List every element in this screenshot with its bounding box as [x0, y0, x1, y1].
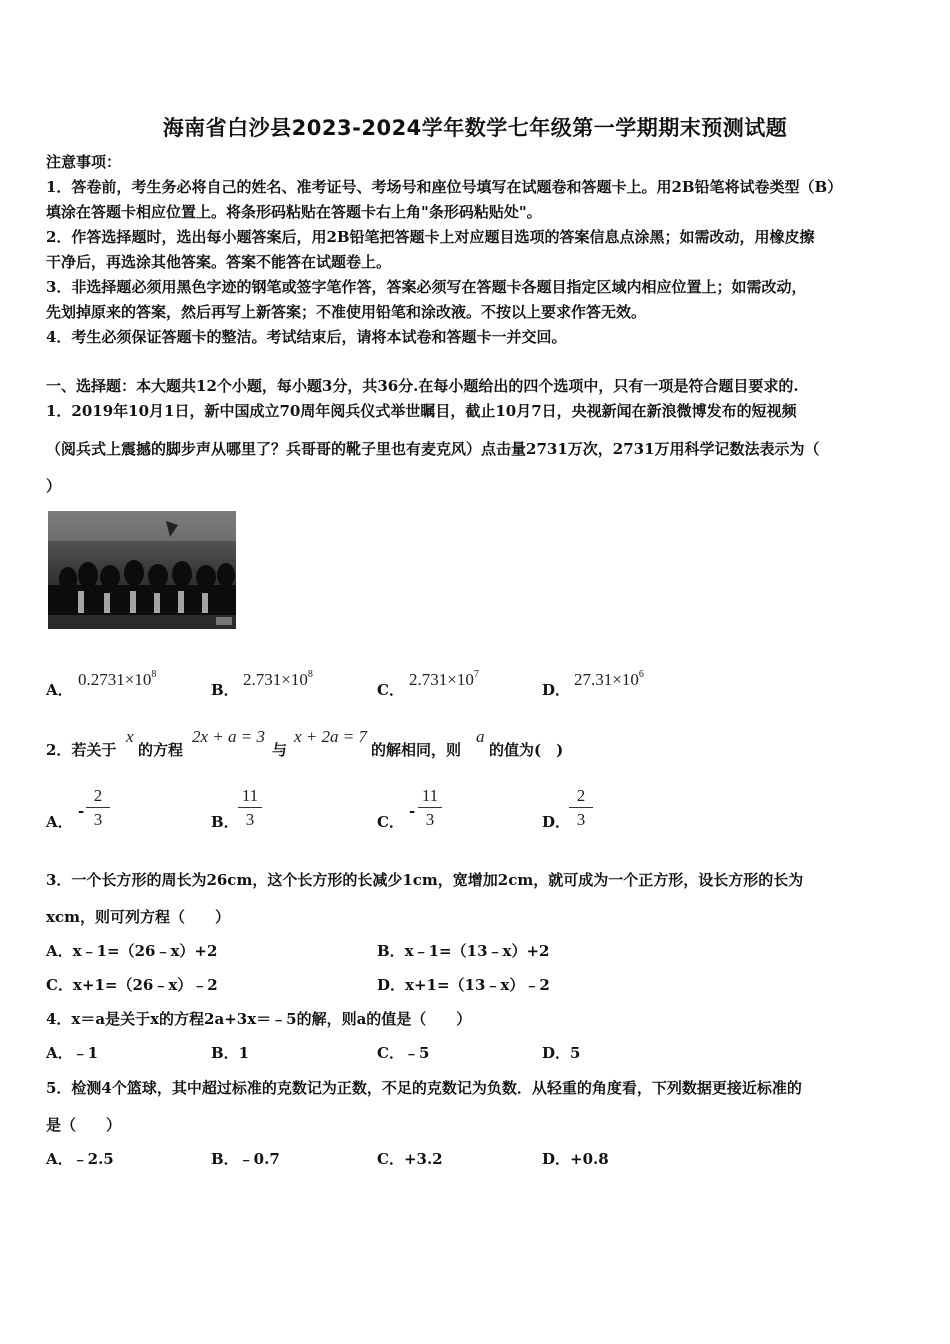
q2-option-c-label: C．	[377, 813, 404, 831]
q1-option-d-label: D．	[542, 681, 571, 699]
question-2-equation-2: x + 2a = 7	[294, 727, 367, 746]
parade-photo-image	[48, 511, 236, 629]
q2-option-a-label: A．	[46, 813, 73, 831]
page-title: 海南省白沙县2023-2024学年数学七年级第一学期期末预测试题	[162, 116, 788, 140]
q2-option-d-label: D．	[542, 813, 571, 831]
notice-line: 先划掉原来的答案，然后再写上新答案；不准使用铅笔和涂改液。不按以上要求作答无效。	[46, 303, 647, 321]
q2-option-c-fraction: 11 3	[418, 786, 442, 830]
question-5-text: 是（ ）	[46, 1116, 122, 1134]
q2-option-b-label: B．	[211, 813, 239, 831]
q5-option-b: B．﹣0.7	[211, 1150, 280, 1168]
notice-line: 干净后，再选涂其他答案。答案不能答在试题卷上。	[46, 253, 392, 271]
question-3-text: xcm，则可列方程（ ）	[46, 908, 230, 926]
question-4-text: 4．x＝a是关于x的方程2a+3x＝﹣5的解，则a的值是（ ）	[46, 1010, 472, 1028]
notice-line: 1．答卷前，考生务必将自己的姓名、准考证号、考场号和座位号填写在试题卷和答题卡上。用2B铅笔将试卷类型（B）	[46, 178, 843, 196]
q3-option-d: D．x+1=（13﹣x）﹣2	[377, 976, 550, 994]
q5-option-c: C．+3.2	[377, 1150, 443, 1168]
notice-line: 2．作答选择题时，选出每小题答案后，用2B铅笔把答题卡上对应题目选项的答案信息点涂黑；如需改动，用橡皮擦	[46, 228, 815, 246]
question-2-text: 的值为( )	[489, 741, 564, 759]
q2-option-a-fraction: 2 3	[86, 786, 110, 830]
q1-option-b-value: $2.731\times 10^8$	[243, 669, 313, 689]
q2-option-d-fraction: 2 3	[569, 786, 593, 830]
q1-option-c-label: C．	[377, 681, 404, 699]
q3-option-c: C．x+1=（26﹣x）﹣2	[46, 976, 218, 994]
question-2-text: 与	[272, 741, 288, 759]
q1-option-d-value: $27.31\times 10^6$	[574, 669, 644, 689]
question-2-text: 2．若关于	[46, 741, 117, 759]
q2-option-c-sign: -	[409, 802, 416, 820]
q4-option-b: B．1	[211, 1044, 250, 1062]
notice-heading: 注意事项：	[46, 153, 122, 171]
q5-option-a: A．﹣2.5	[46, 1150, 114, 1168]
question-1-text: ）	[46, 477, 62, 495]
q1-option-c-value: $2.731\times 10^7$	[409, 669, 479, 689]
q3-option-b: B．x﹣1=（13﹣x）+2	[377, 942, 550, 960]
notice-line: 4．考生必须保证答题卡的整洁。考试结束后，请将本试卷和答题卡一并交回。	[46, 328, 567, 346]
question-2-text: 的解相同，则	[371, 741, 462, 759]
question-1-text: 1．2019年10月1日，新中国成立70周年阅兵仪式举世瞩目，截止10月7日，央视新闻在新浪微博发布的短视频	[46, 402, 797, 420]
q4-option-d: D．5	[542, 1044, 581, 1062]
q1-option-a-value: $0.2731\times 10^8$	[78, 669, 157, 689]
parade-photo	[48, 511, 236, 629]
q5-option-d: D．+0.8	[542, 1150, 609, 1168]
q1-option-a-label: A．	[46, 681, 73, 699]
q3-option-a: A．x﹣1=（26﹣x）+2	[46, 942, 218, 960]
q4-option-a: A．﹣1	[46, 1044, 99, 1062]
notice-line: 3．非选择题必须用黑色字迹的钢笔或签字笔作答，答案必须写在答题卡各题目指定区域内相应位置上；如需改动，	[46, 278, 807, 296]
q2-option-b-fraction: 11 3	[238, 786, 262, 830]
question-2-var-a: a	[476, 727, 485, 746]
question-1-text: （阅兵式上震撼的脚步声从哪里了？兵哥哥的靴子里也有麦克风）点击量2731万次，2731万用科学记数法表示为（	[46, 440, 820, 458]
question-2-text: 的方程	[138, 741, 184, 759]
question-2-equation-1: 2x + a = 3	[192, 727, 265, 746]
q2-option-a-sign: -	[78, 802, 85, 820]
question-2-var-x: x	[126, 727, 134, 746]
notice-line: 填涂在答题卡相应位置上。将条形码粘贴在答题卡右上角"条形码粘贴处"。	[46, 203, 542, 221]
section-heading: 一、选择题：本大题共12个小题，每小题3分，共36分.在每小题给出的四个选项中，只有一项是符合题目要求的.	[46, 377, 799, 395]
question-3-text: 3．一个长方形的周长为26cm，这个长方形的长减少1cm，宽增加2cm，就可成为一个正方形，设长方形的长为	[46, 871, 804, 889]
q4-option-c: C．﹣5	[377, 1044, 430, 1062]
question-5-text: 5．检测4个篮球，其中超过标准的克数记为正数，不足的克数记为负数．从轻重的角度看，下列数据更接近标准的	[46, 1079, 802, 1097]
q1-option-b-label: B．	[211, 681, 239, 699]
